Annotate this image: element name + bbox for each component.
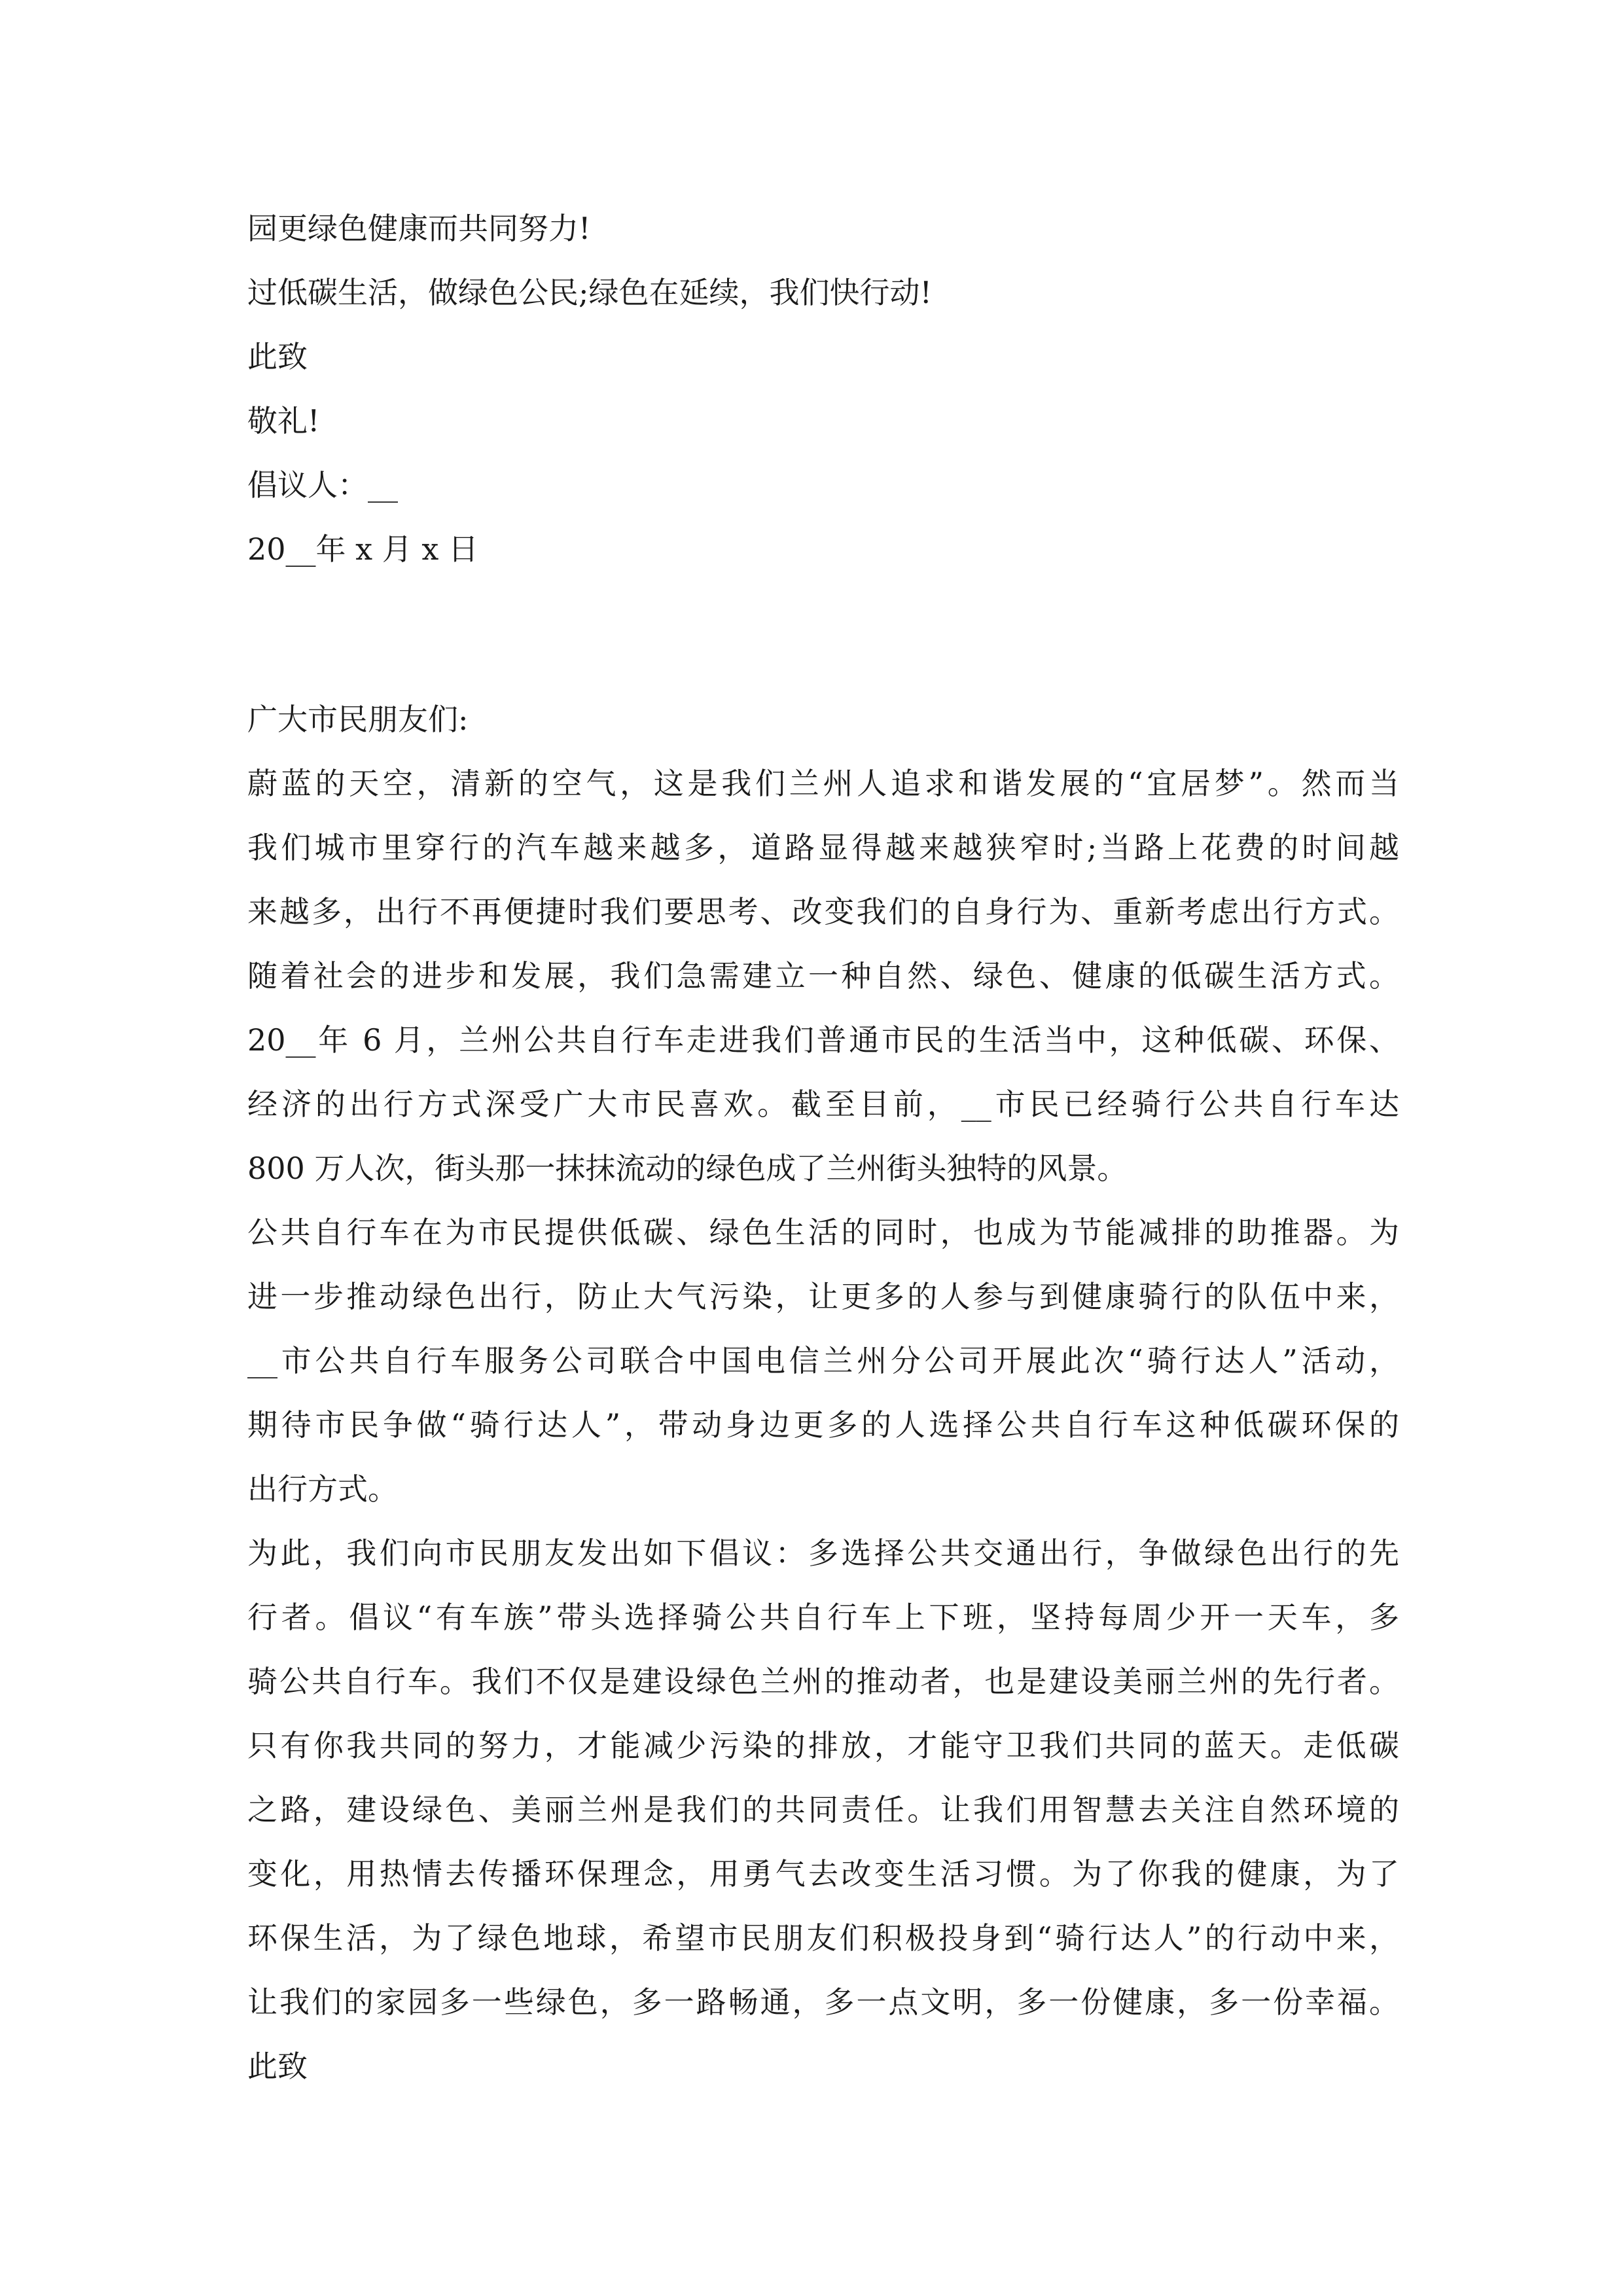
section-gap [247,581,1399,687]
text-line: 来越多，出行不再便捷时我们要思考、改变我们的自身行为、重新考虑出行方式。 [247,894,1399,929]
text-line: 经济的出行方式深受广大市民喜欢。截至目前，__市民已经骑行公共自行车达 [247,1086,1399,1122]
paragraph-2 [247,1200,1399,1521]
letter-2 [247,687,1399,2098]
document-page [247,196,1399,2098]
paragraph-3 [247,1521,1399,2034]
text-line: 骑公共自行车。我们不仅是建设绿色兰州的推动者，也是建设美丽兰州的先行者。 [247,1664,1399,1699]
text-line: 我们城市里穿行的汽车越来越多，道路显得越来越狭窄时;当路上花费的时间越 [247,830,1399,865]
text-line: 期待市民争做“骑行达人”，带动身边更多的人选择公共自行车这种低碳环保的 [247,1407,1399,1443]
text-line: 让我们的家园多一些绿色，多一路畅通，多一点文明，多一份健康，多一份幸福。 [247,1984,1399,2020]
letter-1-ending [247,196,1399,581]
text-line: 20__年 6 月，兰州公共自行车走进我们普通市民的生活当中，这种低碳、环保、 [247,1022,1399,1058]
text-line: 园更绿色健康而共同努力! [247,211,591,246]
text-line: 出行方式。 [247,1471,398,1507]
text-line: 变化，用热情去传播环保理念，用勇气去改变生活习惯。为了你我的健康，为了 [247,1856,1399,1892]
text-line: 只有你我共同的努力，才能减少污染的排放，才能守卫我们共同的蓝天。走低碳 [247,1728,1399,1763]
closing-salutation: 此致 [247,2049,308,2084]
paragraph-1 [247,751,1399,1200]
text-line: 公共自行车在为市民提供低碳、绿色生活的同时，也成为节能减排的助推器。为 [247,1215,1399,1250]
closing-regards: 敬礼! [247,403,320,439]
date-line: 20__年 x 月 x 日 [247,531,478,567]
text-line: 环保生活，为了绿色地球，希望市民朋友们积极投身到“骑行达人”的行动中来， [247,1920,1399,1956]
greeting: 广大市民朋友们: [247,702,469,737]
closing-salutation: 此致 [247,339,308,374]
text-line: 过低碳生活，做绿色公民;绿色在延续，我们快行动! [247,275,932,310]
signature-line: 倡议人：__ [247,467,398,503]
text-line: 进一步推动绿色出行，防止大气污染，让更多的人参与到健康骑行的队伍中来， [247,1279,1399,1314]
text-line: 随着社会的进步和发展，我们急需建立一种自然、绿色、健康的低碳生活方式。 [247,958,1399,994]
text-line: 行者。倡议“有车族”带头选择骑公共自行车上下班，坚持每周少开一天车，多 [247,1600,1399,1635]
text-line: __市公共自行车服务公司联合中国电信兰州分公司开展此次“骑行达人”活动， [247,1343,1399,1378]
text-line: 之路，建设绿色、美丽兰州是我们的共同责任。让我们用智慧去关注自然环境的 [247,1792,1399,1827]
text-line: 800 万人次，街头那一抹抹流动的绿色成了兰州街头独特的风景。 [247,1151,1128,1186]
text-line: 蔚蓝的天空，清新的空气，这是我们兰州人追求和谐发展的“宜居梦”。然而当 [247,766,1399,801]
text-line: 为此，我们向市民朋友发出如下倡议：多选择公共交通出行，争做绿色出行的先 [247,1535,1399,1571]
